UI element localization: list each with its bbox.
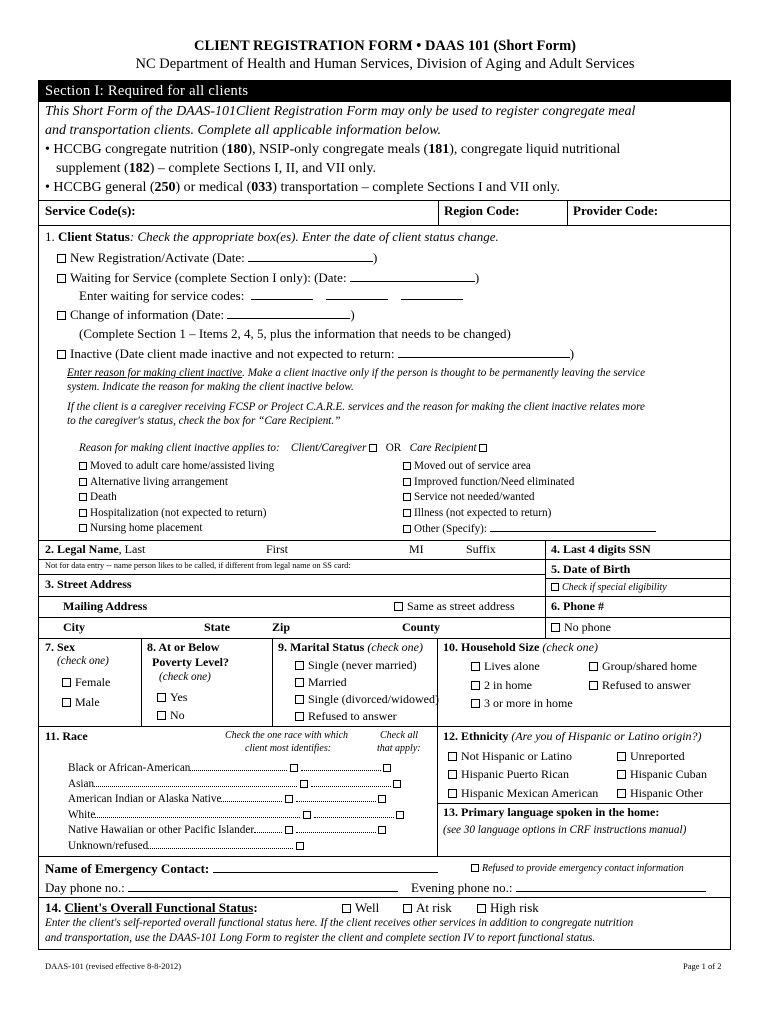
race-black-all-checkbox[interactable] [383, 764, 391, 772]
ethnicity-cuban-row: Hispanic Cuban [617, 767, 707, 782]
household-group-row: Group/shared home [589, 659, 697, 674]
sex-male-row: Male [62, 695, 100, 710]
household-size-label: 10. Household Size (check one) [443, 640, 598, 654]
reason-checkbox[interactable] [403, 462, 411, 470]
race-american-indian-row: American Indian or Alaska Native [68, 792, 389, 805]
waiting-checkbox[interactable] [57, 274, 66, 283]
poverty-check-one: (check one) [159, 671, 211, 683]
poverty-yes-row: Yes [157, 690, 187, 705]
state-label: State [204, 620, 230, 634]
change-info-date[interactable] [227, 307, 350, 319]
poverty-yes-checkbox[interactable] [157, 693, 166, 702]
special-eligibility-checkbox[interactable] [551, 583, 559, 591]
reason-left-1: Moved to adult care home/assisted living [79, 460, 274, 472]
phone-label: 6. Phone # [551, 599, 605, 613]
no-phone-row: No phone [551, 620, 611, 635]
mexican-american-checkbox[interactable] [448, 789, 457, 798]
marital-refused-row: Refused to answer [295, 709, 397, 724]
reason-checkbox[interactable] [403, 525, 411, 533]
zip-label: Zip [272, 620, 291, 634]
lives-alone-checkbox[interactable] [471, 662, 480, 671]
marital-married-row: Married [295, 675, 347, 690]
race-col2-line1: Check all [380, 730, 419, 741]
poverty-no-checkbox[interactable] [157, 711, 166, 720]
functional-high-risk-checkbox[interactable] [477, 904, 486, 913]
ethnicity-label: 12. Ethnicity (Are you of Hispanic or Latino origin?) [443, 729, 702, 743]
waiting-date[interactable] [350, 270, 475, 282]
emergency-refused-checkbox[interactable] [471, 864, 479, 872]
street-address-label: 3. Street Address [45, 577, 132, 591]
two-in-home-checkbox[interactable] [471, 681, 480, 690]
poverty-label-2: Poverty Level? [152, 655, 229, 669]
change-info-row: Change of information (Date: ) [57, 307, 355, 323]
puerto-rican-checkbox[interactable] [448, 770, 457, 779]
sex-female-row: Female [62, 675, 110, 690]
section-1-header: Section I: Required for all clients [38, 80, 731, 102]
reason-checkbox[interactable] [79, 493, 87, 501]
same-as-street-checkbox[interactable] [394, 602, 403, 611]
poverty-label-1: 8. At or Below [147, 640, 220, 654]
primary-language-label: 13. Primary language spoken in the home: [443, 805, 660, 819]
footer-revision: DAAS-101 (revised effective 8-8-2012) [45, 961, 182, 971]
group-home-checkbox[interactable] [589, 662, 598, 671]
new-registration-row: New Registration/Activate (Date: ) [57, 250, 377, 266]
marital-married-checkbox[interactable] [295, 678, 304, 687]
caregiver-note-1: If the client is a caregiver receiving FCSP or Project C.A.R.E. services and the reason for making the client inactive relates more [67, 401, 645, 413]
emergency-contact-name-field[interactable] [213, 861, 438, 873]
marital-divorced-checkbox[interactable] [295, 695, 304, 704]
household-alone-row: Lives alone [471, 659, 540, 674]
footer-page-number: Page 1 of 2 [683, 961, 722, 971]
reason-checkbox[interactable] [403, 493, 411, 501]
new-registration-date[interactable] [248, 250, 373, 262]
race-col2-line2: that apply: [377, 743, 421, 754]
inactive-date[interactable] [398, 346, 570, 358]
reason-left-5: Nursing home placement [79, 522, 202, 534]
reason-right-3: Service not needed/wanted [403, 491, 535, 503]
waiting-codes-row: Enter waiting for service codes: [79, 288, 463, 304]
suffix-label: Suffix [466, 542, 496, 556]
reason-left-4: Hospitalization (not expected to return) [79, 507, 266, 519]
household-two-row: 2 in home [471, 678, 532, 693]
hispanic-other-checkbox[interactable] [617, 789, 626, 798]
reason-left-2: Alternative living arrangement [79, 476, 228, 488]
not-hispanic-checkbox[interactable] [448, 752, 457, 761]
change-info-checkbox[interactable] [57, 311, 66, 320]
day-phone-row: Day phone no.: [45, 880, 398, 896]
marital-status-label: 9. Marital Status (check one) [278, 640, 423, 654]
reason-checkbox[interactable] [79, 524, 87, 532]
race-asian-row: Asian [68, 777, 404, 790]
race-white-row: White [68, 808, 407, 821]
marital-refused-checkbox[interactable] [295, 712, 304, 721]
marital-single-row: Single (never married) [295, 658, 417, 673]
reason-checkbox[interactable] [79, 462, 87, 470]
inactive-note-1: Enter reason for making client inactive. Make a client inactive only if the person is thought to be permanently leaving the service [67, 367, 646, 379]
inactive-note-2: system. Indicate the reason for making the client inactive below. [67, 381, 354, 393]
reason-checkbox[interactable] [403, 509, 411, 517]
race-hawaiian-one-checkbox[interactable] [285, 826, 293, 834]
race-unknown-checkbox[interactable] [296, 842, 304, 850]
inactive-checkbox[interactable] [57, 350, 66, 359]
intro-line-1: This Short Form of the DAAS-101Client Registration Form may only be used to register congregate meal [45, 104, 636, 119]
middle-initial-label: MI [409, 542, 424, 556]
functional-well-row: Well [342, 900, 379, 916]
same-as-street-row: Same as street address [394, 599, 515, 614]
other-reason-field[interactable] [490, 522, 656, 532]
three-in-home-checkbox[interactable] [471, 699, 480, 708]
race-asian-all-checkbox[interactable] [393, 780, 401, 788]
client-status-heading: 1. Client Status: Check the appropriate box(es). Enter the date of client status change. [45, 229, 499, 244]
race-asian-one-checkbox[interactable] [300, 780, 308, 788]
special-eligibility-row: Check if special eligibility [551, 582, 667, 593]
reason-applies-row: Reason for making client inactive applies to: Client/Caregiver OR Care Recipient [79, 442, 490, 454]
race-white-all-checkbox[interactable] [396, 811, 404, 819]
first-name-label: First [266, 542, 289, 556]
sex-check-one: (check one) [57, 655, 109, 667]
reason-checkbox[interactable] [403, 478, 411, 486]
emergency-contact-row: Name of Emergency Contact: [45, 861, 438, 877]
race-hawaiian-all-checkbox[interactable] [378, 826, 386, 834]
race-col1-line2: client most identifies: [245, 743, 332, 754]
change-info-note: (Complete Section 1 – Items 2, 4, 5, plus the information that needs to be changed) [79, 326, 511, 341]
inactive-row: Inactive (Date client made inactive and not expected to return: ) [57, 346, 574, 362]
waiting-code-2[interactable] [326, 288, 388, 300]
bullet-transportation: • HCCBG general (250) or medical (033) transportation – complete Sections I and VII only. [45, 180, 561, 195]
reason-left-3: Death [79, 491, 117, 503]
legal-name-label: 2. Legal Name, Last [45, 542, 146, 556]
client-caregiver-checkbox[interactable] [369, 444, 377, 452]
caregiver-note-2: to the caregiver's status, check the box for “Care Recipient.” [67, 415, 341, 427]
bullet-congregate: • HCCBG congregate nutrition (180), NSIP-only congregate meals (181), congregate liquid nutritional [45, 142, 621, 157]
mailing-address-label: Mailing Address [63, 599, 148, 613]
sex-label: 7. Sex [45, 640, 75, 654]
race-label: 11. Race [45, 729, 88, 743]
reason-right-1: Moved out of service area [403, 460, 531, 472]
waiting-code-1[interactable] [251, 288, 313, 300]
city-label: City [63, 620, 85, 634]
new-registration-checkbox[interactable] [57, 254, 66, 263]
race-black-one-checkbox[interactable] [290, 764, 298, 772]
reason-checkbox[interactable] [79, 478, 87, 486]
race-american-indian-all-checkbox[interactable] [378, 795, 386, 803]
race-hawaiian-row: Native Hawaiian or other Pacific Islander [68, 823, 389, 836]
waiting-code-3[interactable] [401, 288, 463, 300]
care-recipient-checkbox[interactable] [479, 444, 487, 452]
female-checkbox[interactable] [62, 678, 71, 687]
region-code-label: Region Code: [444, 203, 520, 218]
race-white-one-checkbox[interactable] [303, 811, 311, 819]
race-unknown-row: Unknown/refused [68, 839, 307, 852]
cuban-checkbox[interactable] [617, 770, 626, 779]
male-checkbox[interactable] [62, 698, 71, 707]
reason-right-5: Other (Specify): [403, 522, 656, 535]
household-refused-row: Refused to answer [589, 678, 691, 693]
functional-at-risk-row: At risk [403, 900, 452, 916]
intro-line-2: and transportation clients. Complete all applicable information below. [45, 123, 441, 138]
ethnicity-unreported-row: Unreported [617, 749, 685, 764]
provider-code-label: Provider Code: [573, 203, 659, 218]
service-code-label: Service Code(s): [45, 203, 136, 218]
reason-right-2: Improved function/Need eliminated [403, 476, 574, 488]
evening-phone-field[interactable] [516, 880, 706, 892]
reason-checkbox[interactable] [79, 509, 87, 517]
household-three-row: 3 or more in home [471, 696, 573, 711]
emergency-refused-row: Refused to provide emergency contact information [471, 863, 684, 874]
unreported-checkbox[interactable] [617, 752, 626, 761]
functional-note-1: Enter the client's self-reported overall functional status here. If the client receives other services in addition to congregate nutrition [45, 917, 634, 929]
county-label: County [402, 620, 441, 634]
functional-at-risk-checkbox[interactable] [403, 904, 412, 913]
ssn-label: 4. Last 4 digits SSN [551, 542, 651, 556]
day-phone-field[interactable] [128, 880, 398, 892]
poverty-no-row: No [157, 708, 185, 723]
dob-label: 5. Date of Birth [551, 562, 631, 576]
marital-single-checkbox[interactable] [295, 661, 304, 670]
functional-note-2: and transportation, use the DAAS-101 Long Form to register the client and complete section IV to report functional status. [45, 932, 596, 944]
evening-phone-row: Evening phone no.: [411, 880, 706, 896]
reason-right-4: Illness (not expected to return) [403, 507, 551, 519]
form-subtitle: NC Department of Health and Human Services, Division of Aging and Adult Services [135, 56, 635, 72]
ethnicity-puerto-rican-row: Hispanic Puerto Rican [448, 767, 569, 782]
race-col1-line1: Check the one race with which [225, 730, 349, 741]
ethnicity-not-hispanic-row: Not Hispanic or Latino [448, 749, 572, 764]
race-black-row: Black or African-American [68, 761, 394, 774]
language-note: (see 30 language options in CRF instructions manual) [443, 824, 687, 836]
household-refused-checkbox[interactable] [589, 681, 598, 690]
preferred-name-note: Not for data entry -- name person likes to be called, if different from legal name on SS card: [45, 561, 351, 570]
functional-status-label: 14. Client's Overall Functional Status: [45, 900, 258, 915]
bullet-congregate-line2: supplement (182) – complete Sections I, II, and VII only. [56, 161, 376, 176]
ethnicity-mexican-row: Hispanic Mexican American [448, 786, 598, 801]
waiting-row: Waiting for Service (complete Section I only): (Date: ) [57, 270, 479, 286]
race-american-indian-one-checkbox[interactable] [285, 795, 293, 803]
form-title: CLIENT REGISTRATION FORM • DAAS 101 (Short Form) [194, 38, 576, 54]
ethnicity-other-row: Hispanic Other [617, 786, 703, 801]
functional-well-checkbox[interactable] [342, 904, 351, 913]
no-phone-checkbox[interactable] [551, 623, 560, 632]
functional-high-risk-row: High risk [477, 900, 539, 916]
marital-divorced-row: Single (divorced/widowed) [295, 692, 439, 707]
